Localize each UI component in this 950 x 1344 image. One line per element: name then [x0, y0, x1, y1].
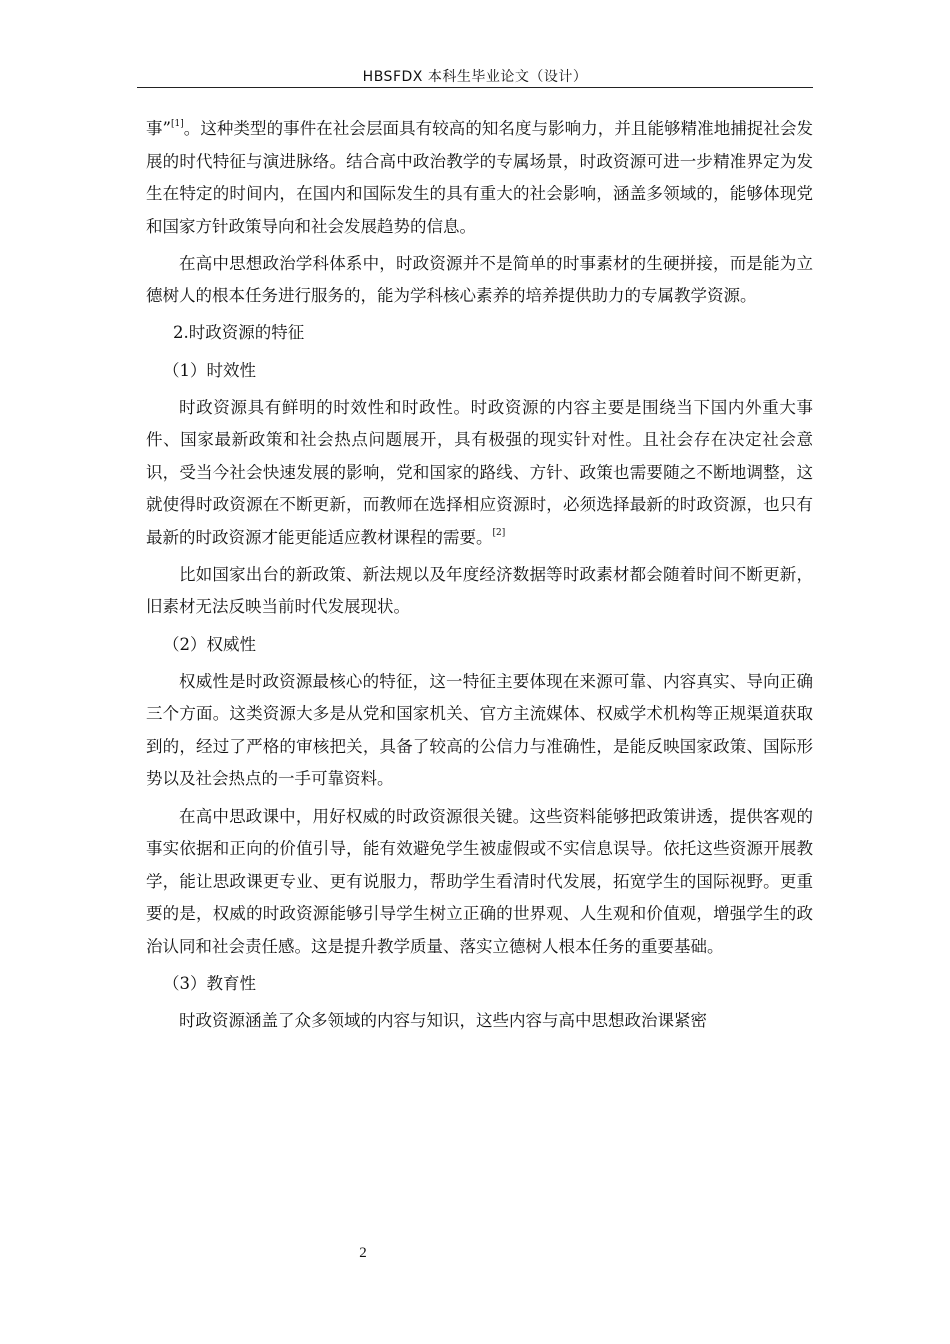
paragraph-6: 在高中思政课中，用好权威的时政资源很关键。这些资料能够把政策讲透，提供客观的事实依据和正向的价值引导，能有效避免学生被虚假或不实信息误导。依托这些资源开展教学，能让思政课更专业、更有说服力，帮助学生看清时代发展，拓宽学生的国际视野。更重要的是，权威的时政资源能够引导学生树立正确的世界观、人生观和价值观，增强学生的政治认同和社会责任感。这是提升教学质量、落实立德树人根本任务的重要基础。 — [146, 806, 813, 956]
citation-1[interactable]: [1] — [171, 119, 184, 129]
paragraph-4: 比如国家出台的新政策、新法规以及年度经济数据等时政素材都会随着时间不断更新，旧素材无法反映当前时代发展现状。 — [146, 564, 813, 617]
header-rule — [137, 87, 813, 88]
subheading-timeliness: （1）时效性 — [163, 360, 256, 380]
paragraph-3 — [146, 392, 813, 555]
section-heading: 2.时政资源的特征 — [173, 323, 305, 343]
paragraph-2: 在高中思想政治学科体系中，时政资源并不是简单的时事素材的生硬拼接，而是能为立德树人的根本任务进行服务的，能为学科核心素养的培养提供助力的专属教学资源。 — [146, 253, 813, 306]
paragraph-1-rest: 。这种类型的事件在社会层面具有较高的知名度与影响力，并且能够精准地捕捉社会发展的时代特征与演进脉络。结合高中政治教学的专属场景，时政资源可进一步精准界定为发生在特定的时间内，在国内和国际发生的具有重大的社会影响，涵盖多领域的，能够体现党和国家方针政策导向和社会发展趋势的信息。 — [146, 119, 814, 236]
running-header: HBSFDX 本科生毕业论文（设计） — [362, 69, 588, 85]
body-text — [146, 113, 813, 1042]
page-number: 2 — [359, 1245, 367, 1261]
paragraph-1-lead: 事” — [146, 119, 171, 138]
subheading-authority: （2）权威性 — [163, 634, 256, 654]
paragraph-5: 权威性是时政资源最核心的特征，这一特征主要体现在来源可靠、内容真实、导向正确三个方面。这类资源大多是从党和国家机关、官方主流媒体、权威学术机构等正规渠道获取到的，经过了严格的审核把关，具备了较高的公信力与准确性，是能反映国家政策、国际形势以及社会热点的一手可靠资料。 — [146, 671, 813, 789]
citation-2[interactable]: [2] — [492, 527, 506, 538]
subheading-education: （3）教育性 — [163, 973, 256, 993]
paragraph-3-text: 时政资源具有鲜明的时效性和时政性。时政资源的内容主要是围绕当下国内外重大事件、国家最新政策和社会热点问题展开，具有极强的现实针对性。且社会存在决定社会意识，受当今社会快速发展的影响，党和国家的路线、方针、政策也需要随之不断地调整，这就使得时政资源在不断更新，而教师在选择相应资源时，必须选择最新的时政资源，也只有最新的时政资源才能更能适应教材课程的需要。 — [146, 397, 813, 547]
paragraph-1 — [146, 113, 813, 243]
paragraph-7: 时政资源涵盖了众多领域的内容与知识，这些内容与高中思想政治课紧密 — [179, 1010, 707, 1030]
